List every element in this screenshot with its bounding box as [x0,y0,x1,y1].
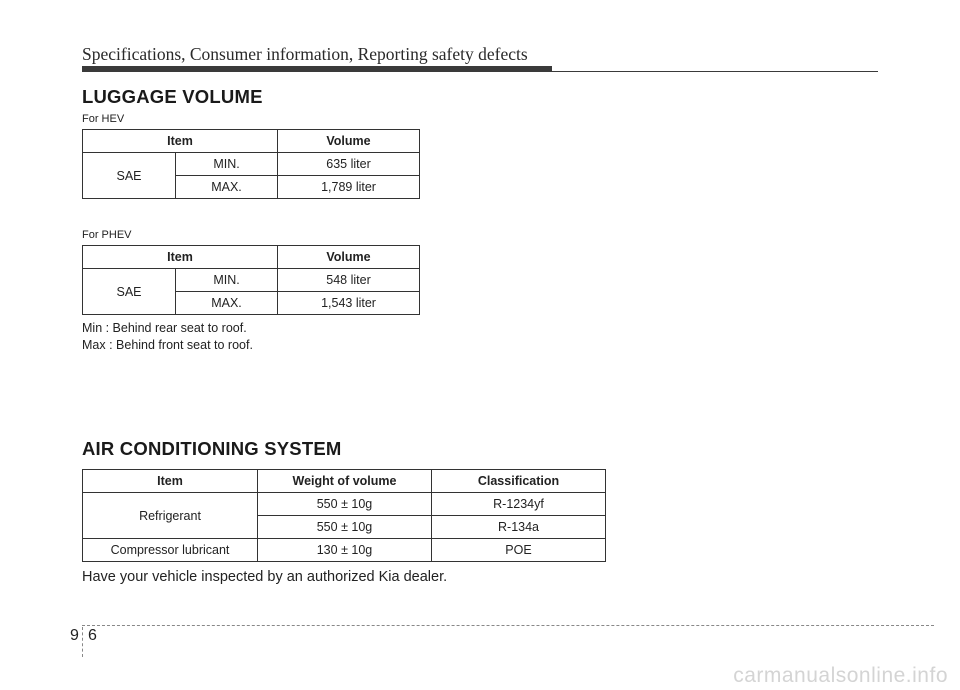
header-rule-thick [82,66,552,72]
hev-volume-table [82,129,420,199]
table-row [83,539,606,562]
phev-volume-table [82,245,420,315]
table-header-row [83,130,420,153]
header-title: Specifications, Consumer information, Reporting safety defects [82,44,528,64]
item-cell: Compressor lubricant [83,539,258,562]
table-row [83,153,420,176]
luggage-volume-title: LUGGAGE VOLUME [82,86,263,107]
row-label: MIN. [176,153,278,176]
table-header-row [83,470,606,493]
row-value: 1,789 liter [278,176,420,199]
row-value: 548 liter [278,269,420,292]
note-max: Max : Behind front seat to roof. [82,338,253,352]
table-header-row [83,246,420,269]
header-item: Item [83,130,278,153]
page-number-divider [82,627,83,657]
header-item: Item [83,470,258,493]
weight-cell: 550 ± 10g [258,516,432,539]
weight-cell: 550 ± 10g [258,493,432,516]
header-rule-thin [552,71,878,72]
header-item: Item [83,246,278,269]
section-number: 9 [70,627,79,644]
header-volume: Volume [278,130,420,153]
table-row [83,493,606,516]
row-label: MAX. [176,292,278,315]
inspection-note: Have your vehicle inspected by an authorized Kia dealer. [82,569,448,585]
footer-rule [82,625,934,626]
luggage-notes [82,320,253,354]
phev-label: For PHEV [82,229,132,241]
classification-cell: R-1234yf [432,493,606,516]
note-min: Min : Behind rear seat to roof. [82,321,247,335]
air-conditioning-title: AIR CONDITIONING SYSTEM [82,438,342,459]
classification-cell: POE [432,539,606,562]
row-label: MAX. [176,176,278,199]
weight-cell: 130 ± 10g [258,539,432,562]
group-cell: SAE [83,269,176,315]
hev-label: For HEV [82,113,125,125]
table-row [83,269,420,292]
row-value: 635 liter [278,153,420,176]
air-conditioning-table [82,469,606,562]
watermark-text: carmanualsonline.info [733,664,948,687]
header-weight: Weight of volume [258,470,432,493]
classification-cell: R-134a [432,516,606,539]
header-classification: Classification [432,470,606,493]
row-value: 1,543 liter [278,292,420,315]
group-cell: SAE [83,153,176,199]
header-volume: Volume [278,246,420,269]
page-number: 6 [88,627,97,644]
refrigerant-cell: Refrigerant [83,493,258,539]
row-label: MIN. [176,269,278,292]
